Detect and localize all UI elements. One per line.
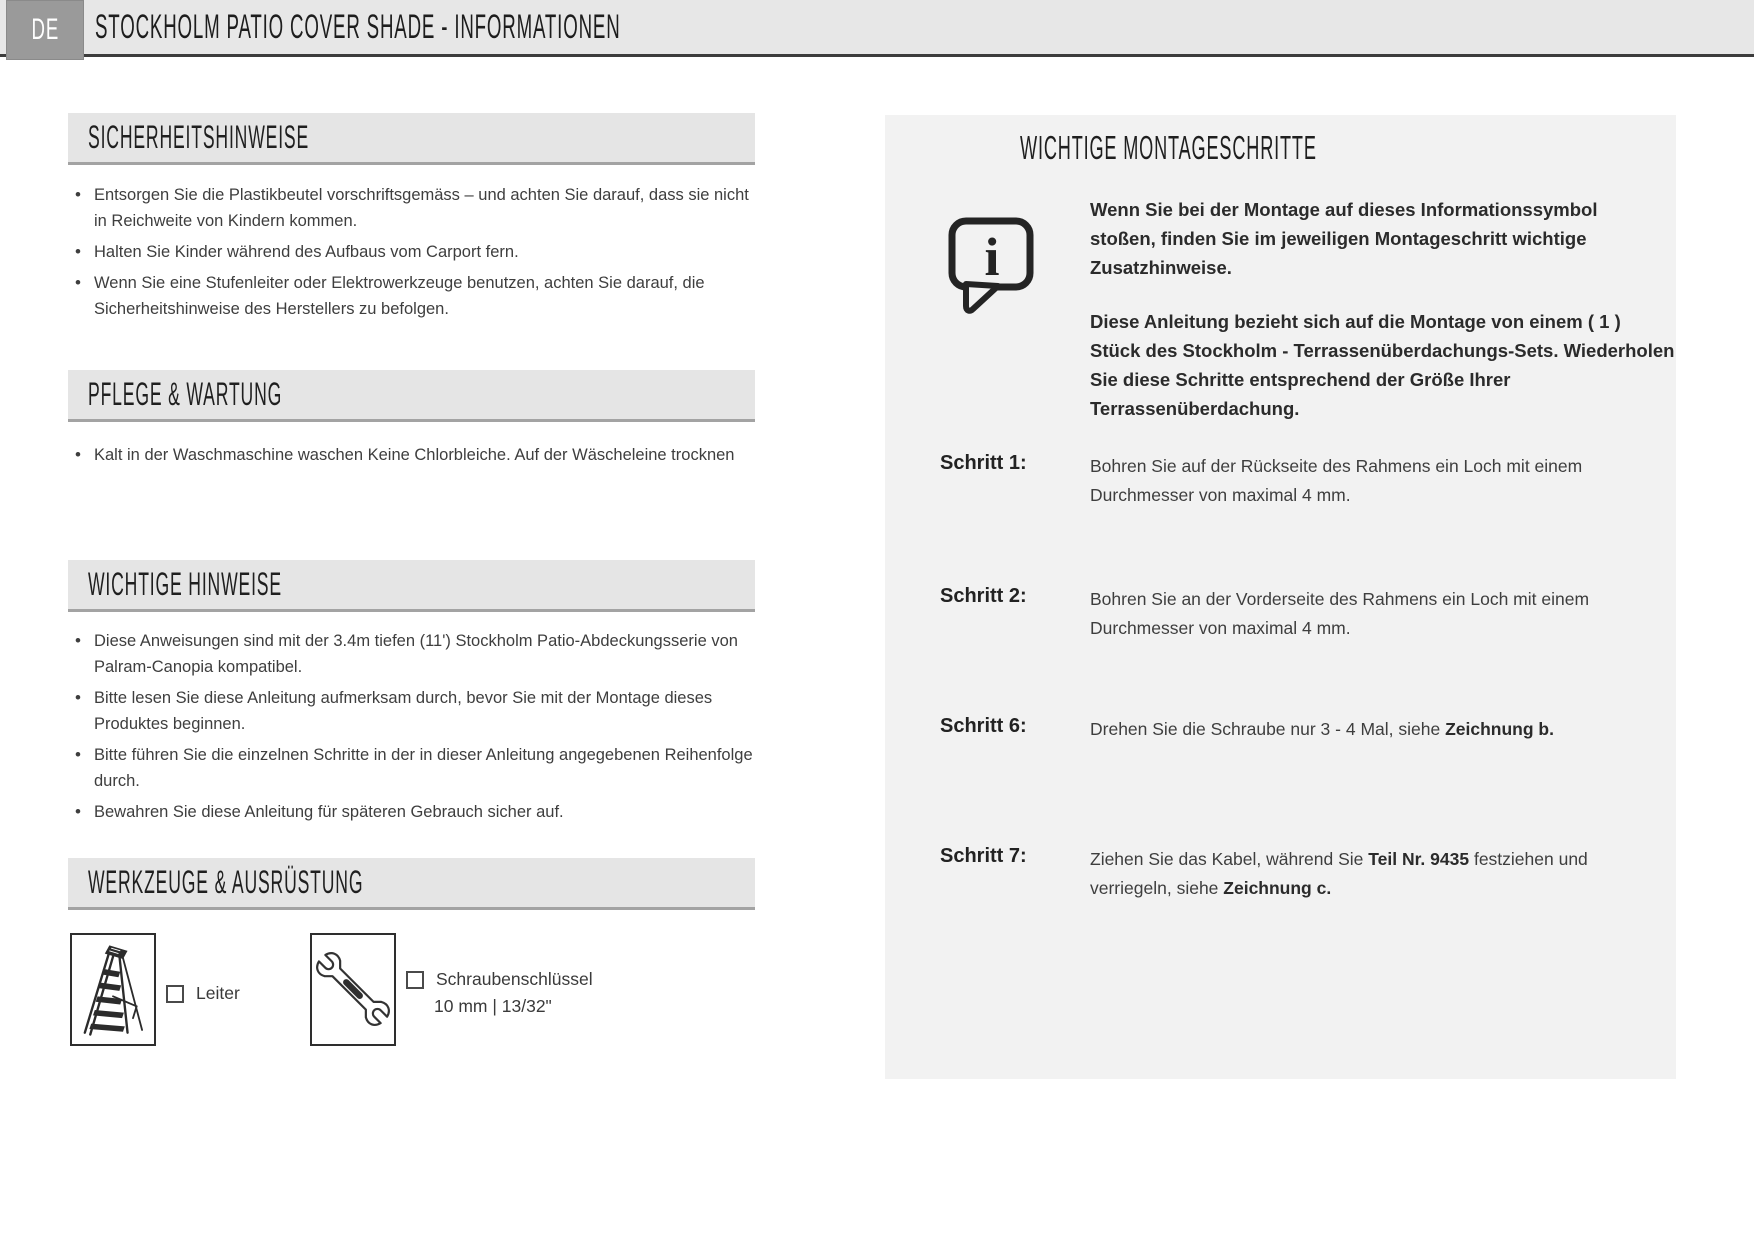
list-item: • Bitte lesen Sie diese Anleitung aufmerksam durch, bevor Sie mit der Montage dieses Produktes beginnen. <box>72 685 756 737</box>
ladder-icon <box>73 937 153 1042</box>
section-title: PFLEGE & WARTUNG <box>88 376 283 412</box>
list-item: • Bewahren Sie diese Anleitung für späteren Gebrauch sicher auf. <box>72 799 756 825</box>
safety-bullet-list <box>72 182 756 327</box>
tool-label-leiter <box>166 980 240 1007</box>
notes-bullet-list <box>72 628 756 830</box>
step-label: Schritt 1: <box>940 452 1027 474</box>
section-header-pflege-wartung <box>68 370 755 422</box>
list-item: • Bitte führen Sie die einzelnen Schritte in der in dieser Anleitung angegebenen Reihenfolge durch. <box>72 742 756 794</box>
section-header-sicherheitshinweise <box>68 113 755 165</box>
page-title: STOCKHOLM PATIO COVER SHADE - INFORMATIONEN <box>95 7 621 46</box>
ladder-image-box <box>70 933 156 1046</box>
checkbox-icon <box>406 971 424 989</box>
tool-name: Leiter <box>196 983 240 1003</box>
section-title: WICHTIGE HINWEISE <box>88 566 282 602</box>
page-header <box>0 0 1754 57</box>
svg-text:i: i <box>984 227 1000 287</box>
panel-title: WICHTIGE MONTAGESCHRITTE <box>1020 129 1317 166</box>
list-item: • Kalt in der Waschmaschine waschen Keine Chlorbleiche. Auf der Wäscheleine trocknen <box>72 442 756 468</box>
step-label: Schritt 7: <box>940 845 1027 867</box>
section-header-wichtige-hinweise <box>68 560 755 612</box>
step-text: Bohren Sie an der Vorderseite des Rahmens ein Loch mit einem Durchmesser von maximal 4 mm. <box>1090 589 1590 638</box>
section-title: SICHERHEITSHINWEISE <box>88 119 310 155</box>
intro-paragraph: Wenn Sie bei der Montage auf dieses Informationssymbol stoßen, finden Sie im jeweiligen Montageschritt wichtige Zusatzhinweise. <box>1090 199 1598 278</box>
intro-paragraph: Diese Anleitung bezieht sich auf die Montage von einem ( 1 ) Stück des Stockholm - Terrassenüberdachungs-Sets. Wiederholen Sie diese Schritte entsprechend der Größe Ihrer Terrassenüberdachung. <box>1090 311 1675 419</box>
step-text: Bohren Sie auf der Rückseite des Rahmens ein Loch mit einem Durchmesser von maximal 4 mm. <box>1090 456 1583 505</box>
list-item: • Wenn Sie eine Stufenleiter oder Elektrowerkzeuge benutzen, achten Sie darauf, die Sicherheitshinweise des Herstellers zu befolgen. <box>72 270 756 322</box>
list-item: • Halten Sie Kinder während des Aufbaus vom Carport fern. <box>72 239 756 265</box>
step-text: Ziehen Sie das Kabel, während Sie Teil Nr. 9435 festziehen und verriegeln, siehe Zeichnung c. <box>1090 849 1588 898</box>
language-badge: DE <box>6 0 84 60</box>
list-item: • Entsorgen Sie die Plastikbeutel vorschriftsgemäss – und achten Sie darauf, dass sie nicht in Reichweite von Kindern kommen. <box>72 182 756 234</box>
step-label: Schritt 6: <box>940 715 1027 737</box>
info-speech-bubble-icon <box>945 215 1039 315</box>
section-title: WERKZEUGE & AUSRÜSTUNG <box>88 864 364 900</box>
care-bullet-list <box>72 442 756 473</box>
wrench-icon <box>313 937 393 1042</box>
section-header-werkzeuge-ausruestung <box>68 858 755 910</box>
list-item: • Diese Anweisungen sind mit der 3.4m tiefen (11') Stockholm Patio-Abdeckungsserie von Palram-Canopia kompatibel. <box>72 628 756 680</box>
tool-size: 10 mm | 13/32" <box>434 996 552 1016</box>
tool-name: Schraubenschlüssel <box>436 969 593 989</box>
checkbox-icon <box>166 985 184 1003</box>
tool-label-schraubenschluessel <box>406 966 593 1020</box>
montage-steps-panel <box>885 115 1676 1079</box>
step-label: Schritt 2: <box>940 585 1027 607</box>
wrench-image-box <box>310 933 396 1046</box>
step-text: Drehen Sie die Schraube nur 3 - 4 Mal, siehe Zeichnung b. <box>1090 719 1554 739</box>
